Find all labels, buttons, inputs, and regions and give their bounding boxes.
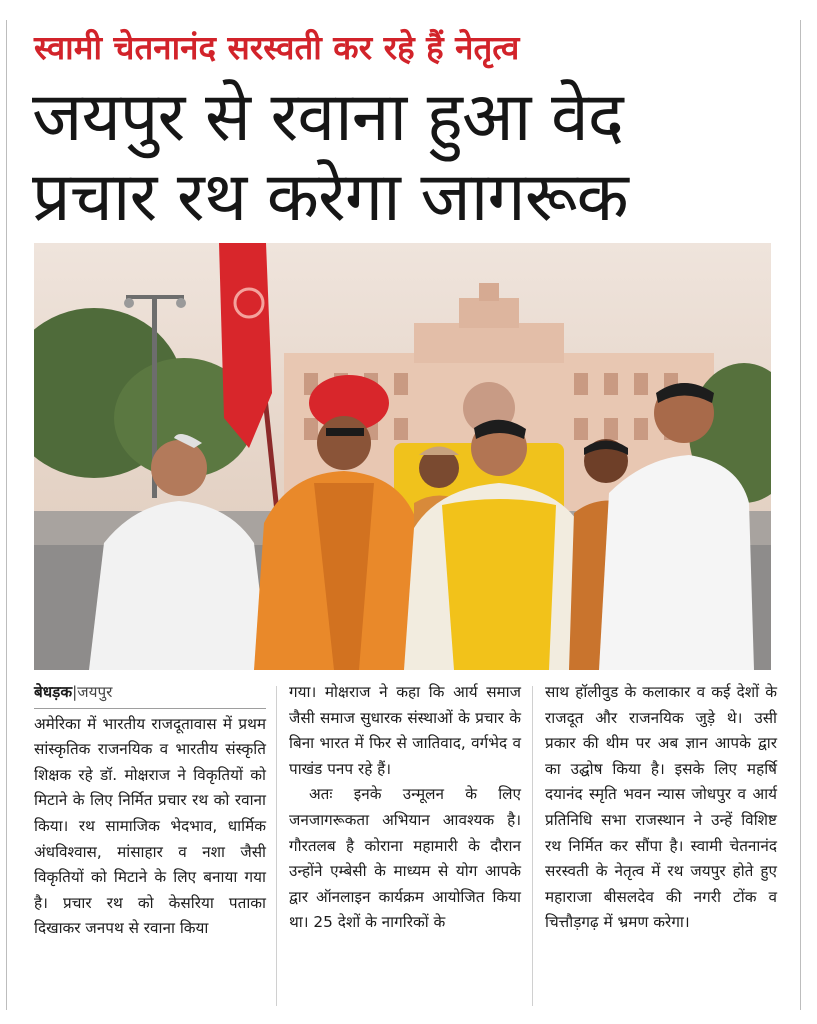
column-separator-2 [532,686,533,1006]
article-column-3 [545,680,777,936]
dateline-source: बेधड़क [34,683,73,701]
article-column-1 [34,680,266,942]
headline-line-1: जयपुर से रवाना हुआ वेद [32,78,623,157]
column-separator-1 [276,686,277,1006]
page-right-rule [800,20,801,1010]
page-left-rule [6,20,7,1010]
dateline-rule [34,708,266,709]
dateline-separator: | [72,683,78,701]
dateline-place: जयपुर [77,683,113,701]
main-headline [32,78,792,238]
column-3-paragraph-1: साथ हॉलीवुड के कलाकार व कई देशों के राजदूत और राजनयिक जुड़े थे। उसी प्रकार की थीम पर अब ज्ञान आपके द्वार का उद्घोष किया है। इसके लिए महर्षि दयानंद स्मृति भवन न्यास जोधपुर व आर्य प्रतिनिधि सभा राजस्थान ने उन्हें विशिष्ट रथ निर्मित कर सौंपा है। स्वामी चेतनानंद सरस्वती के नेतृत्व में रथ जयपुर होते हुए महाराजा बीसलदेव की नगरी टोंक व चित्तौड़गढ़ में भ्रमण करेगा। [545,683,777,932]
headline-line-2: प्रचार रथ करेगा जागरूक [32,158,628,237]
column-2-paragraph-1: गया। मोक्षराज ने कहा कि आर्य समाज जैसी समाज सुधारक संस्थाओं के प्रचार के बिना भारत में फिर से जातिवाद, वर्गभेद व पाखंड पनप रहे हैं। [289,683,521,778]
kicker-headline: स्वामी चेतनानंद सरस्वती कर रहे हैं नेतृत्व [34,28,520,67]
column-2-paragraph-2: अतः इनके उन्मूलन के लिए जनजागरूकता अभियान आवश्यक है। गौरतलब है कोराना महामारी के दौरान उन्होंने एम्बेसी के माध्यम से योग आपके द्वार ऑनलाइन कार्यक्रम आयोजित किया था। 25 देशों के नागरिकों के [289,785,521,932]
group-photo-illustration [34,243,771,670]
column-1-paragraph-1: अमेरिका में भारतीय राजदूतावास में प्रथम सांस्कृतिक राजनयिक व भारतीय संस्कृति शिक्षक रहे डॉ. मोक्षराज ने विकृतियों को मिटाने के लिए निर्मित प्रचार रथ को रवाना किया। रथ सामाजिक भेदभाव, धार्मिक अंधविश्वास, मांसाहार व नशा जैसी विकृतियों को मिटाने के लिए बनाया गया है। प्रचार रथ को केसरिया पताका दिखाकर जनपथ से रवाना किया [34,714,266,938]
article-column-2 [289,680,521,936]
dateline [34,680,266,706]
news-photo [34,243,771,670]
